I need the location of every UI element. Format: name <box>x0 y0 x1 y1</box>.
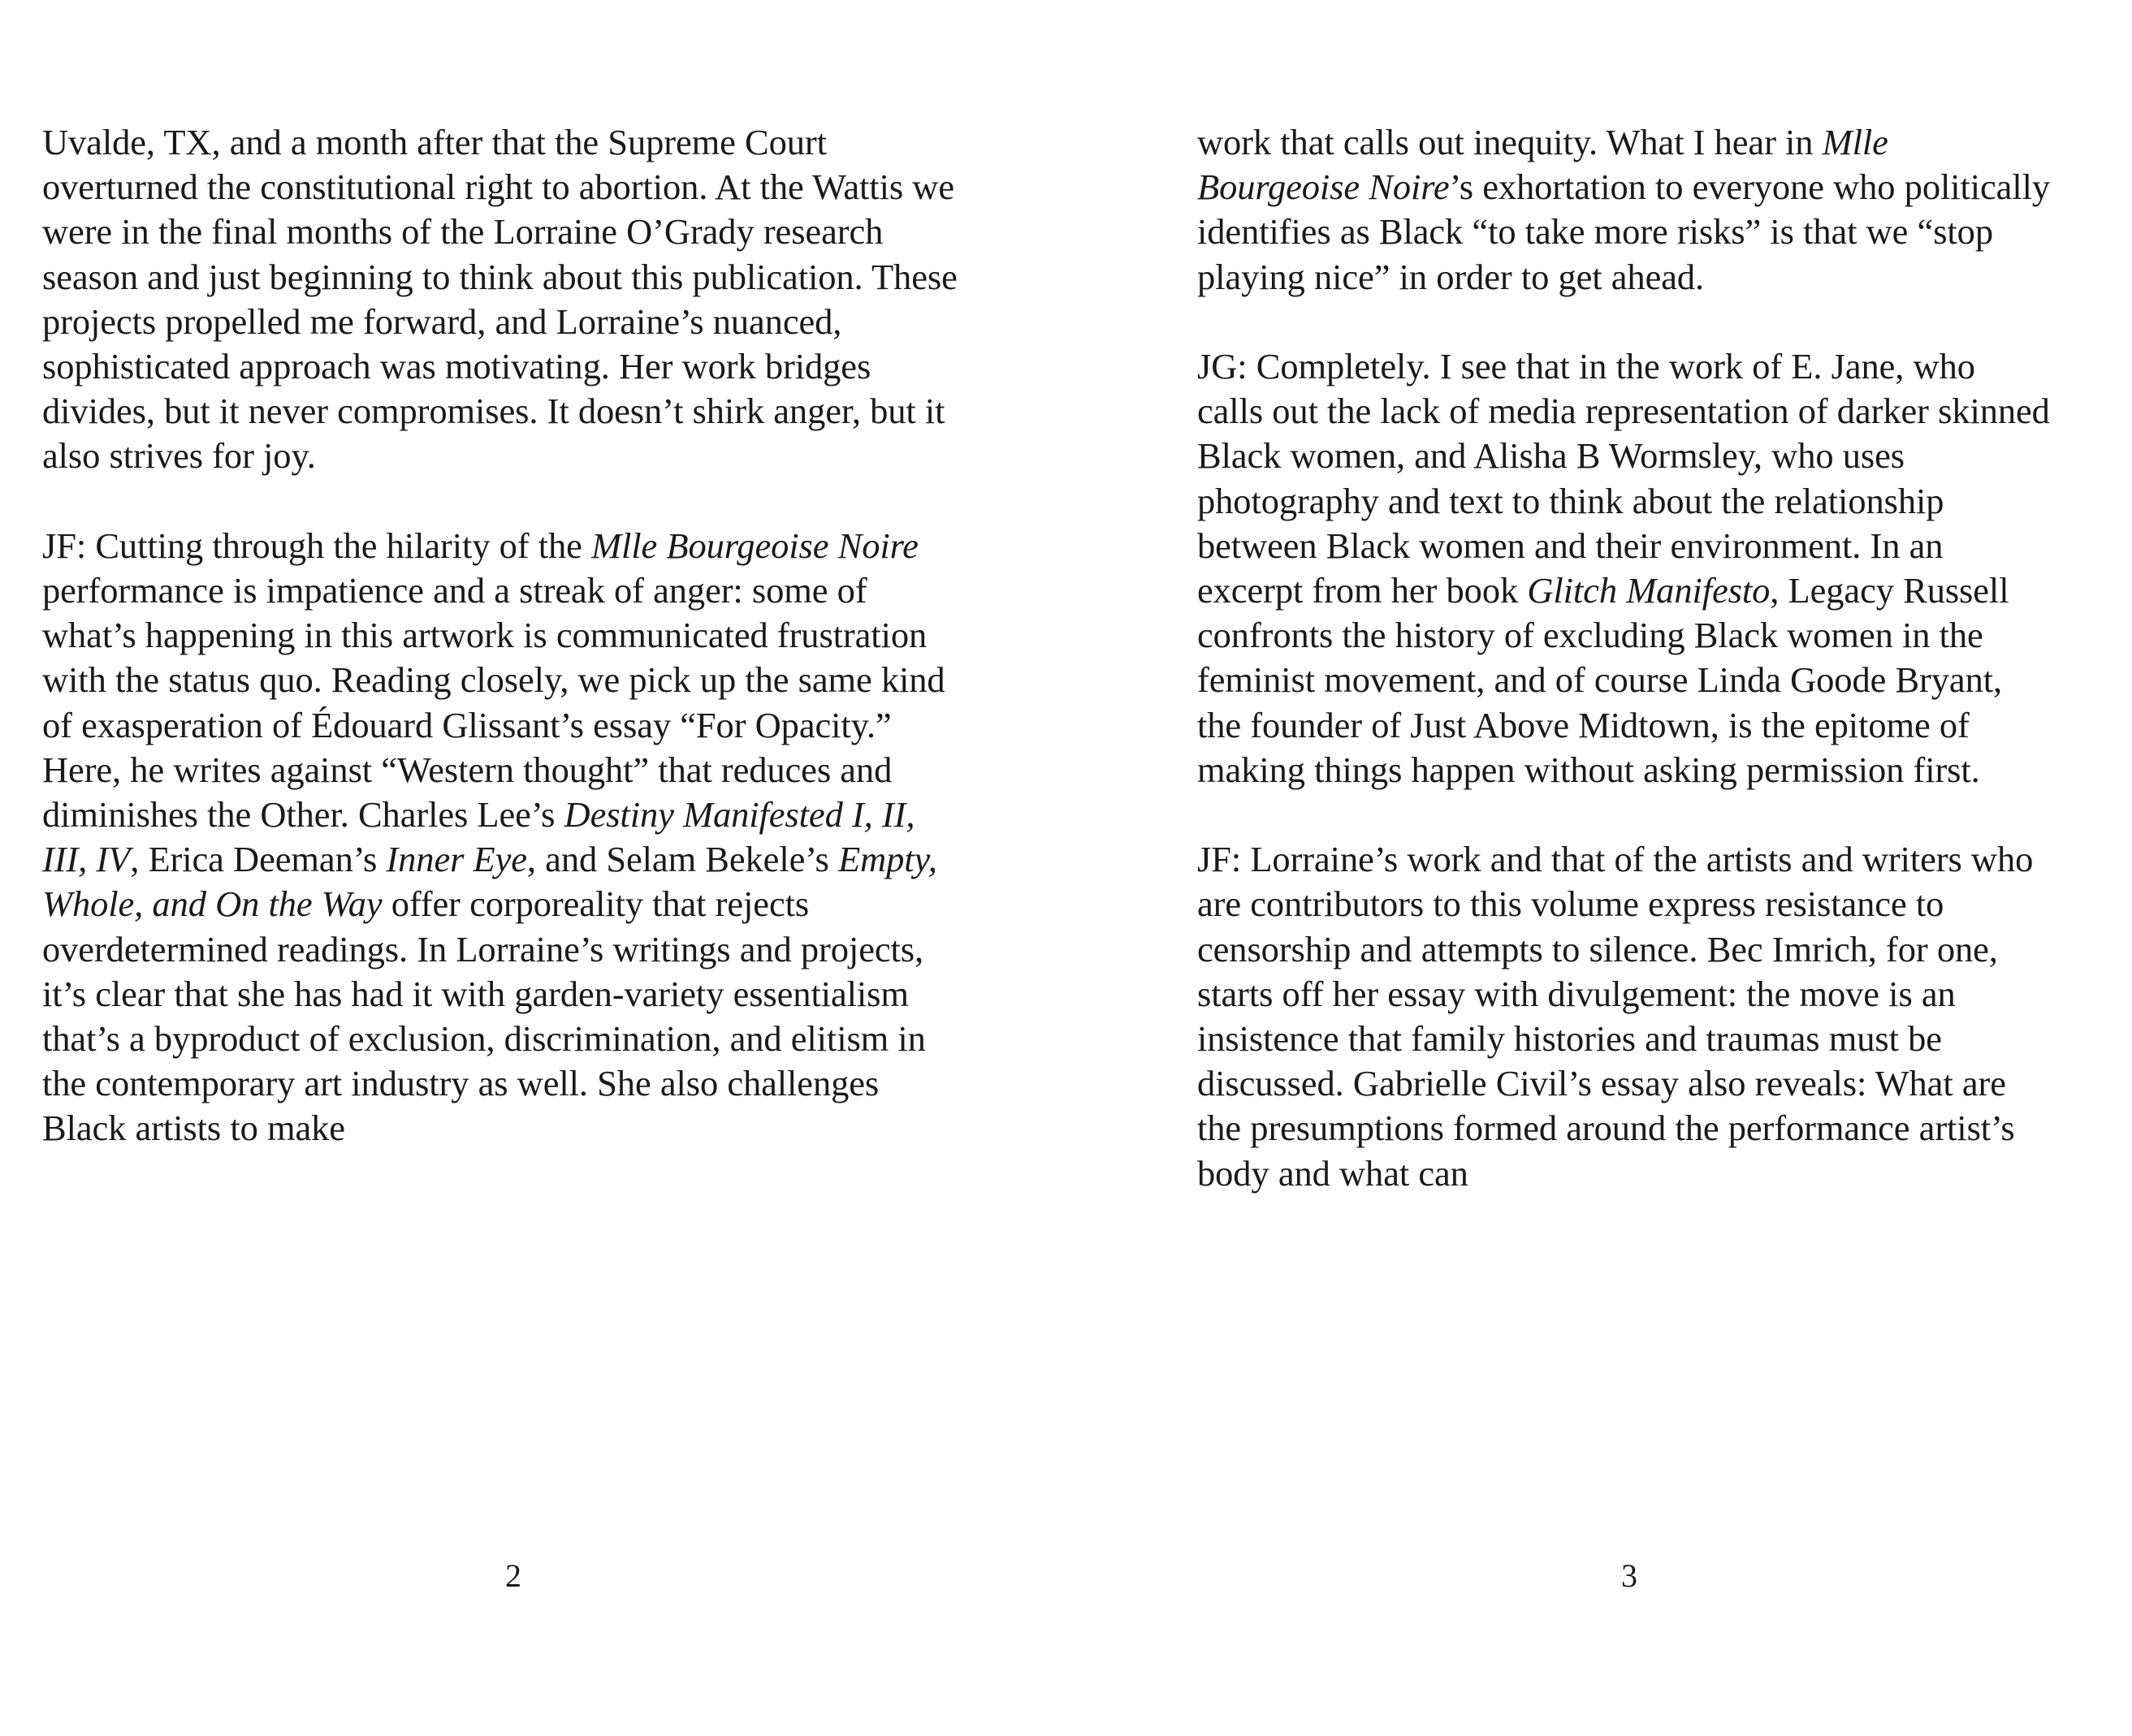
body-text: work that calls out inequity. What I hear in <box>1197 122 1823 162</box>
body-text: , Legacy Russell confronts the history of excluding Black women in the feminist movement, and of course Linda Goode Bryant, the founder of Just Above Midtown, is the epitome of making things happen without asking permission first. <box>1197 570 2009 790</box>
body-text: JF: Cutting through the hilarity of the <box>42 525 591 566</box>
page-number-right: 3 <box>1621 1557 1637 1594</box>
body-text: , and Selam Bekele’s <box>526 839 838 880</box>
body-text: ’s exhortation to everyone who politically identifies as Black “to take more risks” is that we “stop playing nice” in order to get ahead. <box>1197 166 2051 297</box>
body-text: performance is impatience and a streak of anger: some of what’s happening in this artwork is communicated frustration with the status quo. Reading closely, we pick up the same kind of exasperation of Édouard Glissant’s essay “For Opacity.” Here, he writes against “Western thought” that reduces and diminishes the Other. Charles Lee’s <box>42 570 945 836</box>
italic-title: Empty, Whole, and On the Way <box>42 839 937 925</box>
italic-title: Glitch Manifesto <box>1527 570 1771 611</box>
italic-title: Inner Eye <box>386 839 527 880</box>
italic-title: Mlle Bourgeoise Noire <box>1197 122 1888 208</box>
body-text: JF: Lorraine’s work and that of the artists and writers who are contributors to this volume express resistance to censorship and attempts to silence. Bec Imrich, for one, starts off her essay with divulgement: the move is an insistence that family histories and traumas must be discussed. Gabrielle Civil’s essay also reveals: What are the presumptions formed around the performance artist’s body and what can <box>1197 839 2034 1194</box>
page-number-left: 2 <box>505 1557 521 1594</box>
italic-title: Destiny Manifested I, II, III, IV <box>42 794 915 880</box>
body-text: Uvalde, TX, and a month after that the Supreme Court overturned the constitutional right to abortion. At the Wattis we were in the final months of the Lorraine O’Grady research season and just beginning to think about this publication. These projects propelled me forward, and Lorraine’s nuanced, sophisticated approach was motivating. Her work bridges divides, but it never compromises. It doesn’t shirk anger, but it also strives for joy. <box>42 122 958 477</box>
paragraph <box>1197 120 2050 300</box>
right-page-text-column <box>1197 120 2050 1196</box>
paragraph <box>1197 344 2050 792</box>
paragraph <box>42 524 964 1151</box>
body-text: JG: Completely. I see that in the work of E. Jane, who calls out the lack of media representation of darker skinned Black women, and Alisha B Wormsley, who uses photography and text to think about the relationship between Black women and their environment. In an excerpt from her book <box>1197 346 2050 611</box>
paragraph <box>1197 837 2050 1196</box>
paragraph <box>42 120 964 479</box>
body-text: , Erica Deeman’s <box>130 839 387 880</box>
left-page-text-column <box>42 120 964 1151</box>
italic-title: Mlle Bourgeoise Noire <box>590 525 919 566</box>
body-text: offer corporeality that rejects overdetermined readings. In Lorraine’s writings and projects, it’s clear that she has had it with garden-variety essentialism that’s a byproduct of exclusion, discrimination, and elitism in the contemporary art industry as well. She also challenges Black artists to make <box>42 883 926 1149</box>
